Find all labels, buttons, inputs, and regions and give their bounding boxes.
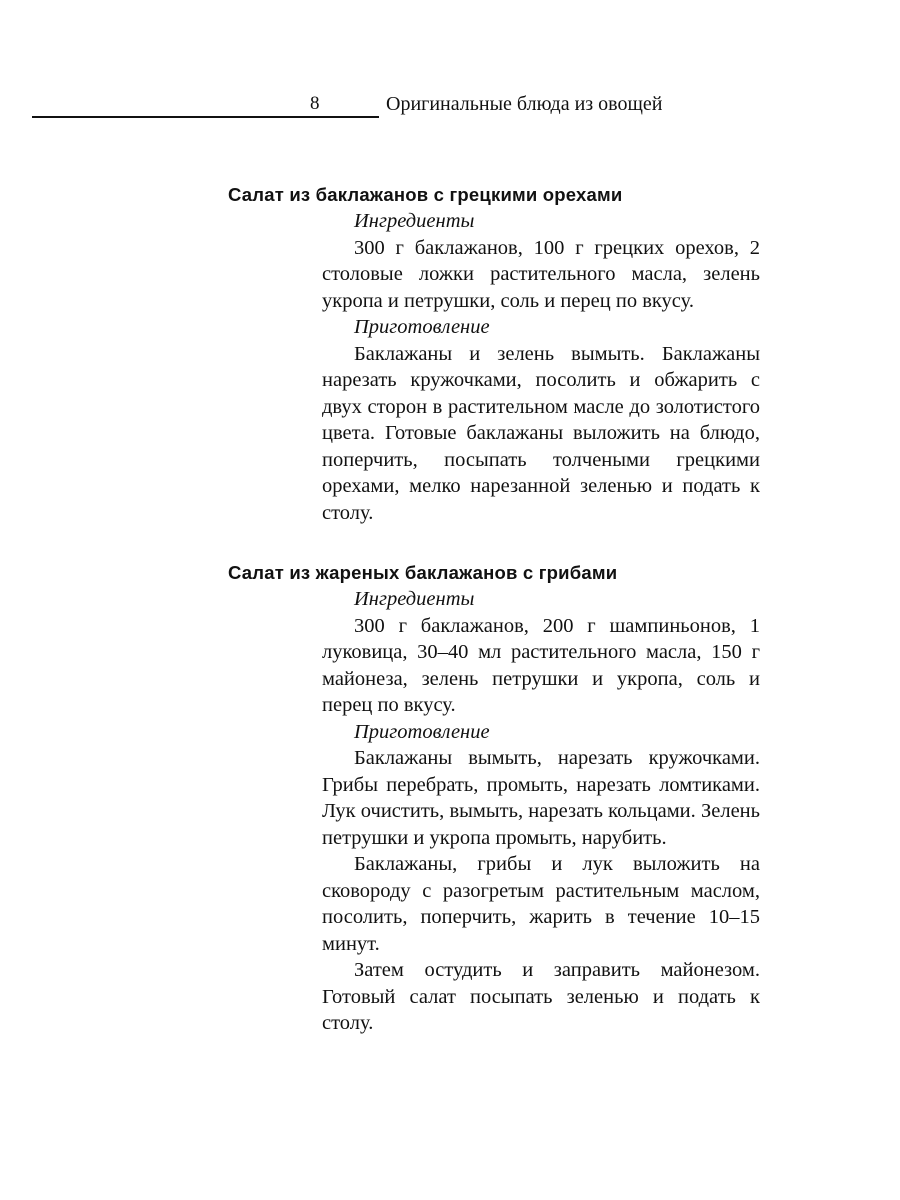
ingredients-text: 300 г баклажанов, 200 г шампиньонов, 1 луковица, 30–40 мл растительного масла, 150 г майонеза, зелень петрушки и укропа, соль и перец по вкусу. xyxy=(322,614,760,716)
preparation-paragraph: Баклажаны и зелень вымыть. Баклажаны нарезать кружочками, посолить и обжарить с двух сторон в растительном масле до золотистого цвета. Готовые баклажаны выложить на блюдо, поперчить, посыпать толчеными грецкими орехами, мелко нарезанной зеленью и подать к столу. xyxy=(322,342,760,524)
ingredients-label: Ингредиенты xyxy=(354,210,475,232)
recipe-fried-eggplant-mushroom-salad xyxy=(228,560,760,1037)
ingredients-text: 300 г баклажанов, 100 г грецких орехов, 2 столовые ложки растительного масла, зелень укропа и петрушки, соль и перец по вкусу. xyxy=(322,236,760,312)
recipe-title: Салат из баклажанов с грецкими орехами xyxy=(228,184,623,205)
preparation-paragraph: Затем остудить и заправить майонезом. Готовый салат посыпать зеленью и подать к столу. xyxy=(322,959,760,1034)
recipe-body xyxy=(322,586,760,1037)
preparation-paragraph: Баклажаны, грибы и лук выложить на сковороду с разогретым растительным маслом, посолить, поперчить, жарить в течение 10–15 минут. xyxy=(322,853,760,955)
page-header xyxy=(32,92,672,120)
recipe-body xyxy=(322,208,760,526)
recipe-eggplant-walnut-salad xyxy=(228,182,760,526)
recipe-title: Салат из жареных баклажанов с грибами xyxy=(228,562,618,583)
preparation-label: Приготовление xyxy=(354,316,490,338)
header-rule xyxy=(32,116,379,118)
running-title: Оригинальные блюда из овощей xyxy=(386,93,663,115)
preparation-label: Приготовление xyxy=(354,720,490,743)
ingredients-label: Ингредиенты xyxy=(354,588,475,610)
preparation-paragraph: Баклажаны вымыть, нарезать кружочками. Грибы перебрать, промыть, нарезать ломтиками. Лук очистить, вымыть, нарезать кольцами. Зелень петрушки и укропа промыть, нарубить. xyxy=(322,747,760,849)
page-number: 8 xyxy=(310,93,320,114)
